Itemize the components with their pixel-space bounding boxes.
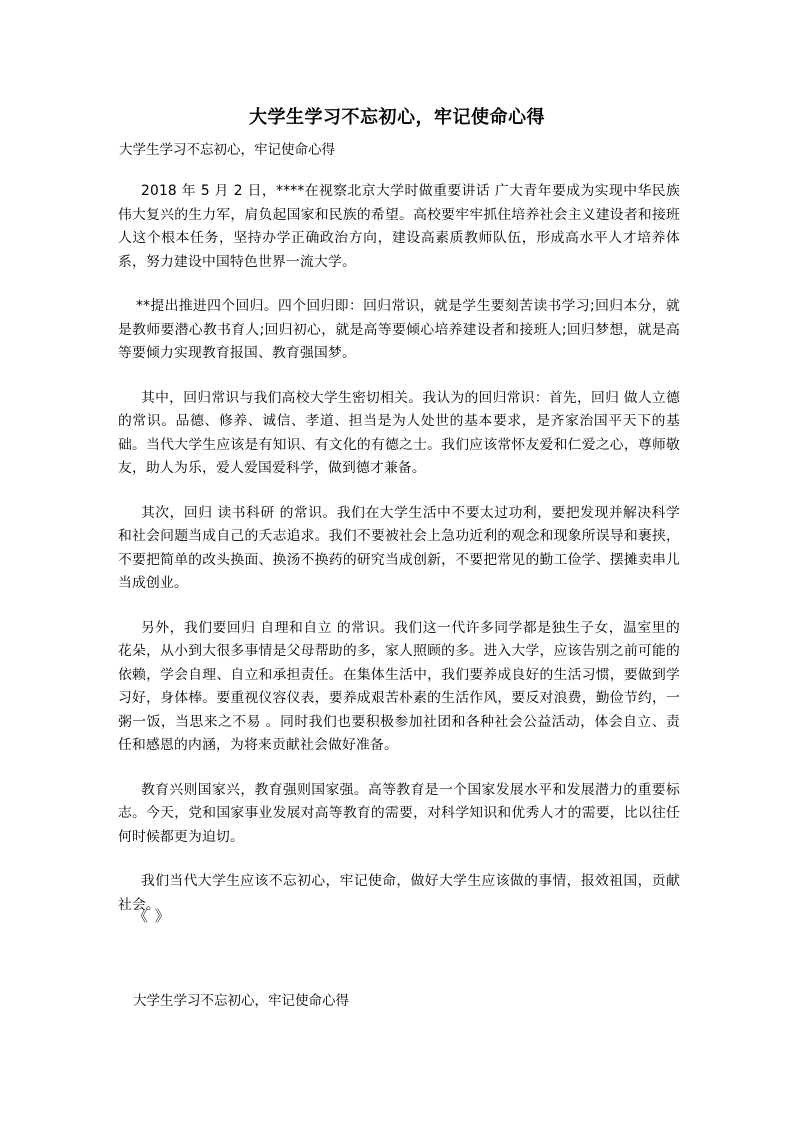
paragraph-4: 其次，回归 读书科研 的常识。我们在大学生活中不要太过功利，要把发现并解决科学和社会问题当成自己的夭志追求。我们不要被社会上急功近利的观念和现象所误导和裹挟，不要把简单的改头换面、换汤不换药的研究当成创新，不要把常见的勤工俭学、摆摊卖串儿当成创业。 <box>118 504 680 591</box>
paragraph-3: 其中，回归常识与我们高校大学生密切相关。我认为的回归常识：首先，回归 做人立德的常识。品德、修养、诚信、孝道、担当是为人处世的基本要求，是齐家治国平天下的基础。当代大学生应该是有知识、有文化的有德之士。我们应该常怀友爱和仁爱之心，尊师敬友，助人为乐，爱人爱国爱科学，做到德才兼备。 <box>118 389 680 476</box>
document-body <box>118 180 680 938</box>
document-subtitle: 大学生学习不忘初心，牢记使命心得 <box>119 142 335 158</box>
paragraph-5: 另外，我们要回归 自理和自立 的常识。我们这一代许多同学都是独生子女，温室里的花朵，从小到大很多事情是父母帮助的多，家人照顾的多。进入大学，应该告别之前可能的依赖，学会自理、自立和承担责任。在集体生活中，我们要养成良好的生活习惯，要做到学习好，身体棒。要重视仪容仪表，要养成艰苦朴素的生活作风，要反对浪费，勤俭节约，一粥一饭，当思来之不易 。同时我们也要积极参加社团和各种社会公益活动，体会自立、责任和感恩的内涵，为将来贡献社会做好准备。 <box>118 619 680 753</box>
paragraph-1: 2018 年 5 月 2 日，****在视察北京大学时做重要讲话 广大青年要成为实现中华民族伟大复兴的生力军，肩负起国家和民族的希望。高校要牢牢抓住培养社会主义建设者和接班人这个根本任务，坚持办学正确政治方向，建设高素质教师队伍，形成高水平人才培养体系，努力建设中国特色世界一流大学。 <box>118 183 680 270</box>
paragraph-2: **提出推进四个回归。四个回归即：回归常识，就是学生要刻苦读书学习;回归本分，就是教师要潜心教书育人;回归初心，就是高等要倾心培养建设者和接班人;回归梦想，就是高等要倾力实现教育报国、教育强国梦。 <box>118 298 680 361</box>
book-title-marks: 《 》 <box>133 907 171 925</box>
document-title: 大学生学习不忘初心，牢记使命心得 <box>249 107 545 128</box>
paragraph-6: 教育兴则国家兴，教育强则国家强。高等教育是一个国家发展水平和发展潜力的重要标志。今天，党和国家事业发展对高等教育的需要，对科学知识和优秀人才的需要，比以往任何时候都更为迫切。 <box>118 781 680 845</box>
footer-title: 大学生学习不忘初心，牢记使命心得 <box>133 993 349 1009</box>
paragraph-7: 我们当代大学生应该不忘初心，牢记使命，做好大学生应该做的事情，报效祖国，贡献社会。 <box>118 873 680 913</box>
